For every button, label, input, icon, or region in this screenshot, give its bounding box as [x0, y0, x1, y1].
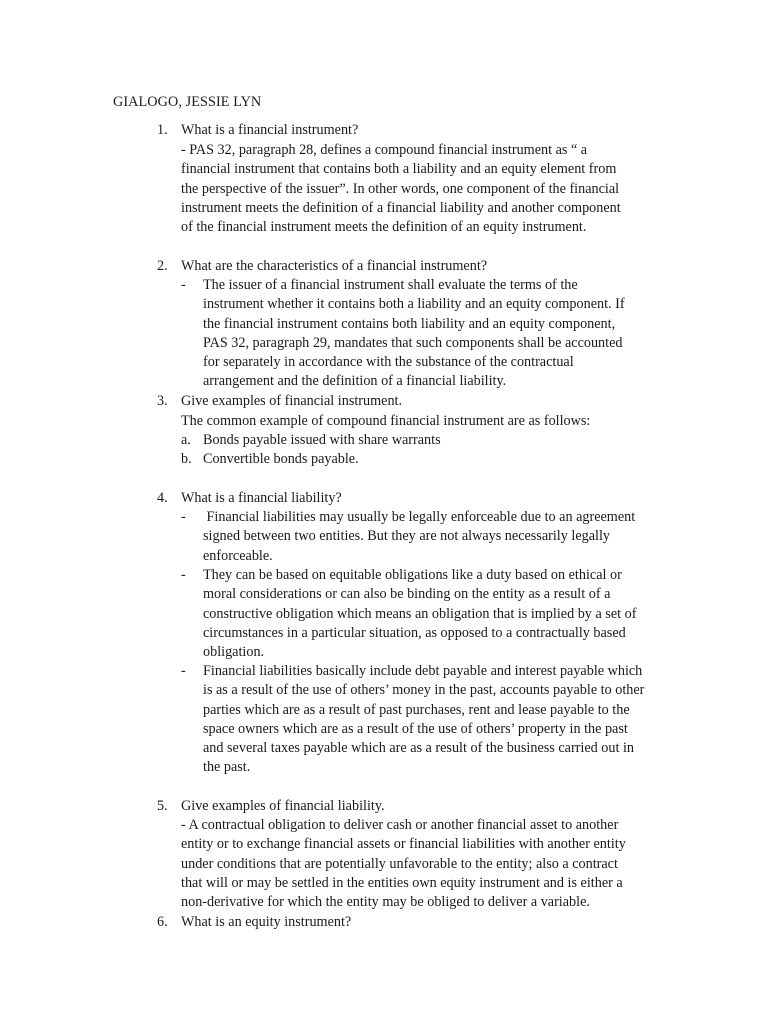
q2-number: 2.	[157, 258, 168, 274]
q1-answer-line: - PAS 32, paragraph 28, defines a compound financial instrument as “ a	[181, 142, 588, 158]
q4-bullet-line: space owners which are as a result of the use of others’ property in the past	[203, 720, 628, 737]
q5-answer-line: - A contractual obligation to deliver cash or another financial asset to another	[181, 817, 619, 833]
q2-answer-line: PAS 32, paragraph 29, mandates that such components shall be accounted	[203, 334, 623, 351]
q4-bullet-line: Financial liabilities may usually be legally enforceable due to an agreement	[203, 509, 636, 525]
q6-question: What is an equity instrument?	[181, 914, 352, 930]
q3-intro: The common example of compound financial instrument are as follows:	[181, 413, 591, 429]
q1-answer-line: financial instrument that contains both a liability and an equity element from	[181, 161, 617, 178]
q2-bullet-dash: -	[181, 277, 186, 293]
q2-answer-line: arrangement and the definition of a financial liability.	[203, 373, 507, 390]
q6-number: 6.	[157, 914, 168, 930]
q1-answer-line: instrument meets the definition of a financial liability and another component	[181, 199, 621, 216]
q3-item-text: Convertible bonds payable.	[203, 451, 359, 467]
q1-answer-line: of the financial instrument meets the definition of an equity instrument.	[181, 219, 587, 236]
q4-bullet	[203, 662, 703, 778]
q4-bullet-dash: -	[181, 567, 186, 583]
q4-bullet-line: moral considerations or can also be binding on the entity as a result of a	[203, 586, 611, 603]
q4-bullet-line: Financial liabilities basically include debt payable and interest payable which	[203, 663, 643, 679]
q2-answer-line: the financial instrument contains both liability and an equity component,	[203, 315, 616, 332]
q4-bullet-line: the past.	[203, 759, 251, 776]
q5-answer	[181, 816, 701, 912]
q4-bullet-line: is as a result of the use of others’ money in the past, accounts payable to other	[203, 682, 645, 699]
q5-answer-line: that will or may be settled in the entities own equity instrument and is either a	[181, 874, 623, 891]
q5-answer-line: non-derivative for which the entity may be obliged to deliver a variable.	[181, 894, 590, 911]
q4-bullet-line: enforceable.	[203, 547, 273, 564]
q4-bullet-dash: -	[181, 663, 186, 679]
q1-number: 1.	[157, 122, 168, 138]
q1-answer-line: the perspective of the issuer”. In other words, one component of the financial	[181, 180, 620, 197]
q3-item-marker: b.	[181, 451, 192, 467]
author-name: GIALOGO, JESSIE LYN	[113, 94, 262, 110]
q4-bullet-line: circumstances in a particular situation, as opposed to a contractually based	[203, 624, 626, 641]
q1-question: What is a financial instrument?	[181, 122, 359, 138]
q4-bullet	[203, 508, 703, 566]
q3-item-marker: a.	[181, 432, 191, 448]
q3-question: Give examples of financial instrument.	[181, 393, 403, 409]
q2-answer-line: instrument whether it contains both a liability and an equity component. If	[203, 296, 625, 313]
q4-bullet-line: and several taxes payable which are as a result of the business carried out in	[203, 740, 634, 757]
q2-answer-line: for separately in accordance with the substance of the contractual	[203, 354, 574, 371]
q4-bullet	[203, 566, 703, 662]
q2-answer-line: The issuer of a financial instrument shall evaluate the terms of the	[203, 277, 578, 293]
q4-bullet-line: constructive obligation which means an obligation that is implied by a set of	[203, 605, 637, 622]
q1-answer	[181, 141, 701, 237]
q2-question: What are the characteristics of a financial instrument?	[181, 258, 488, 274]
q4-bullet-line: They can be based on equitable obligations like a duty based on ethical or	[203, 567, 622, 583]
q3-item-text: Bonds payable issued with share warrants	[203, 432, 441, 448]
q2-answer	[203, 276, 703, 392]
q5-question: Give examples of financial liability.	[181, 798, 385, 814]
q4-question: What is a financial liability?	[181, 490, 342, 506]
q4-number: 4.	[157, 490, 168, 506]
q5-answer-line: under conditions that are potentially unfavorable to the entity; also a contract	[181, 855, 618, 872]
q4-bullet-line: signed between two entities. But they are not always necessarily legally	[203, 528, 610, 545]
q4-bullet-line: obligation.	[203, 644, 265, 661]
q5-answer-line: entity or to exchange financial assets or financial liabilities with another entity	[181, 836, 626, 853]
q5-number: 5.	[157, 798, 168, 814]
q4-bullet-dash: -	[181, 509, 186, 525]
q3-number: 3.	[157, 393, 168, 409]
q4-bullet-line: parties which are as a result of past purchases, rent and lease payable to the	[203, 701, 630, 718]
